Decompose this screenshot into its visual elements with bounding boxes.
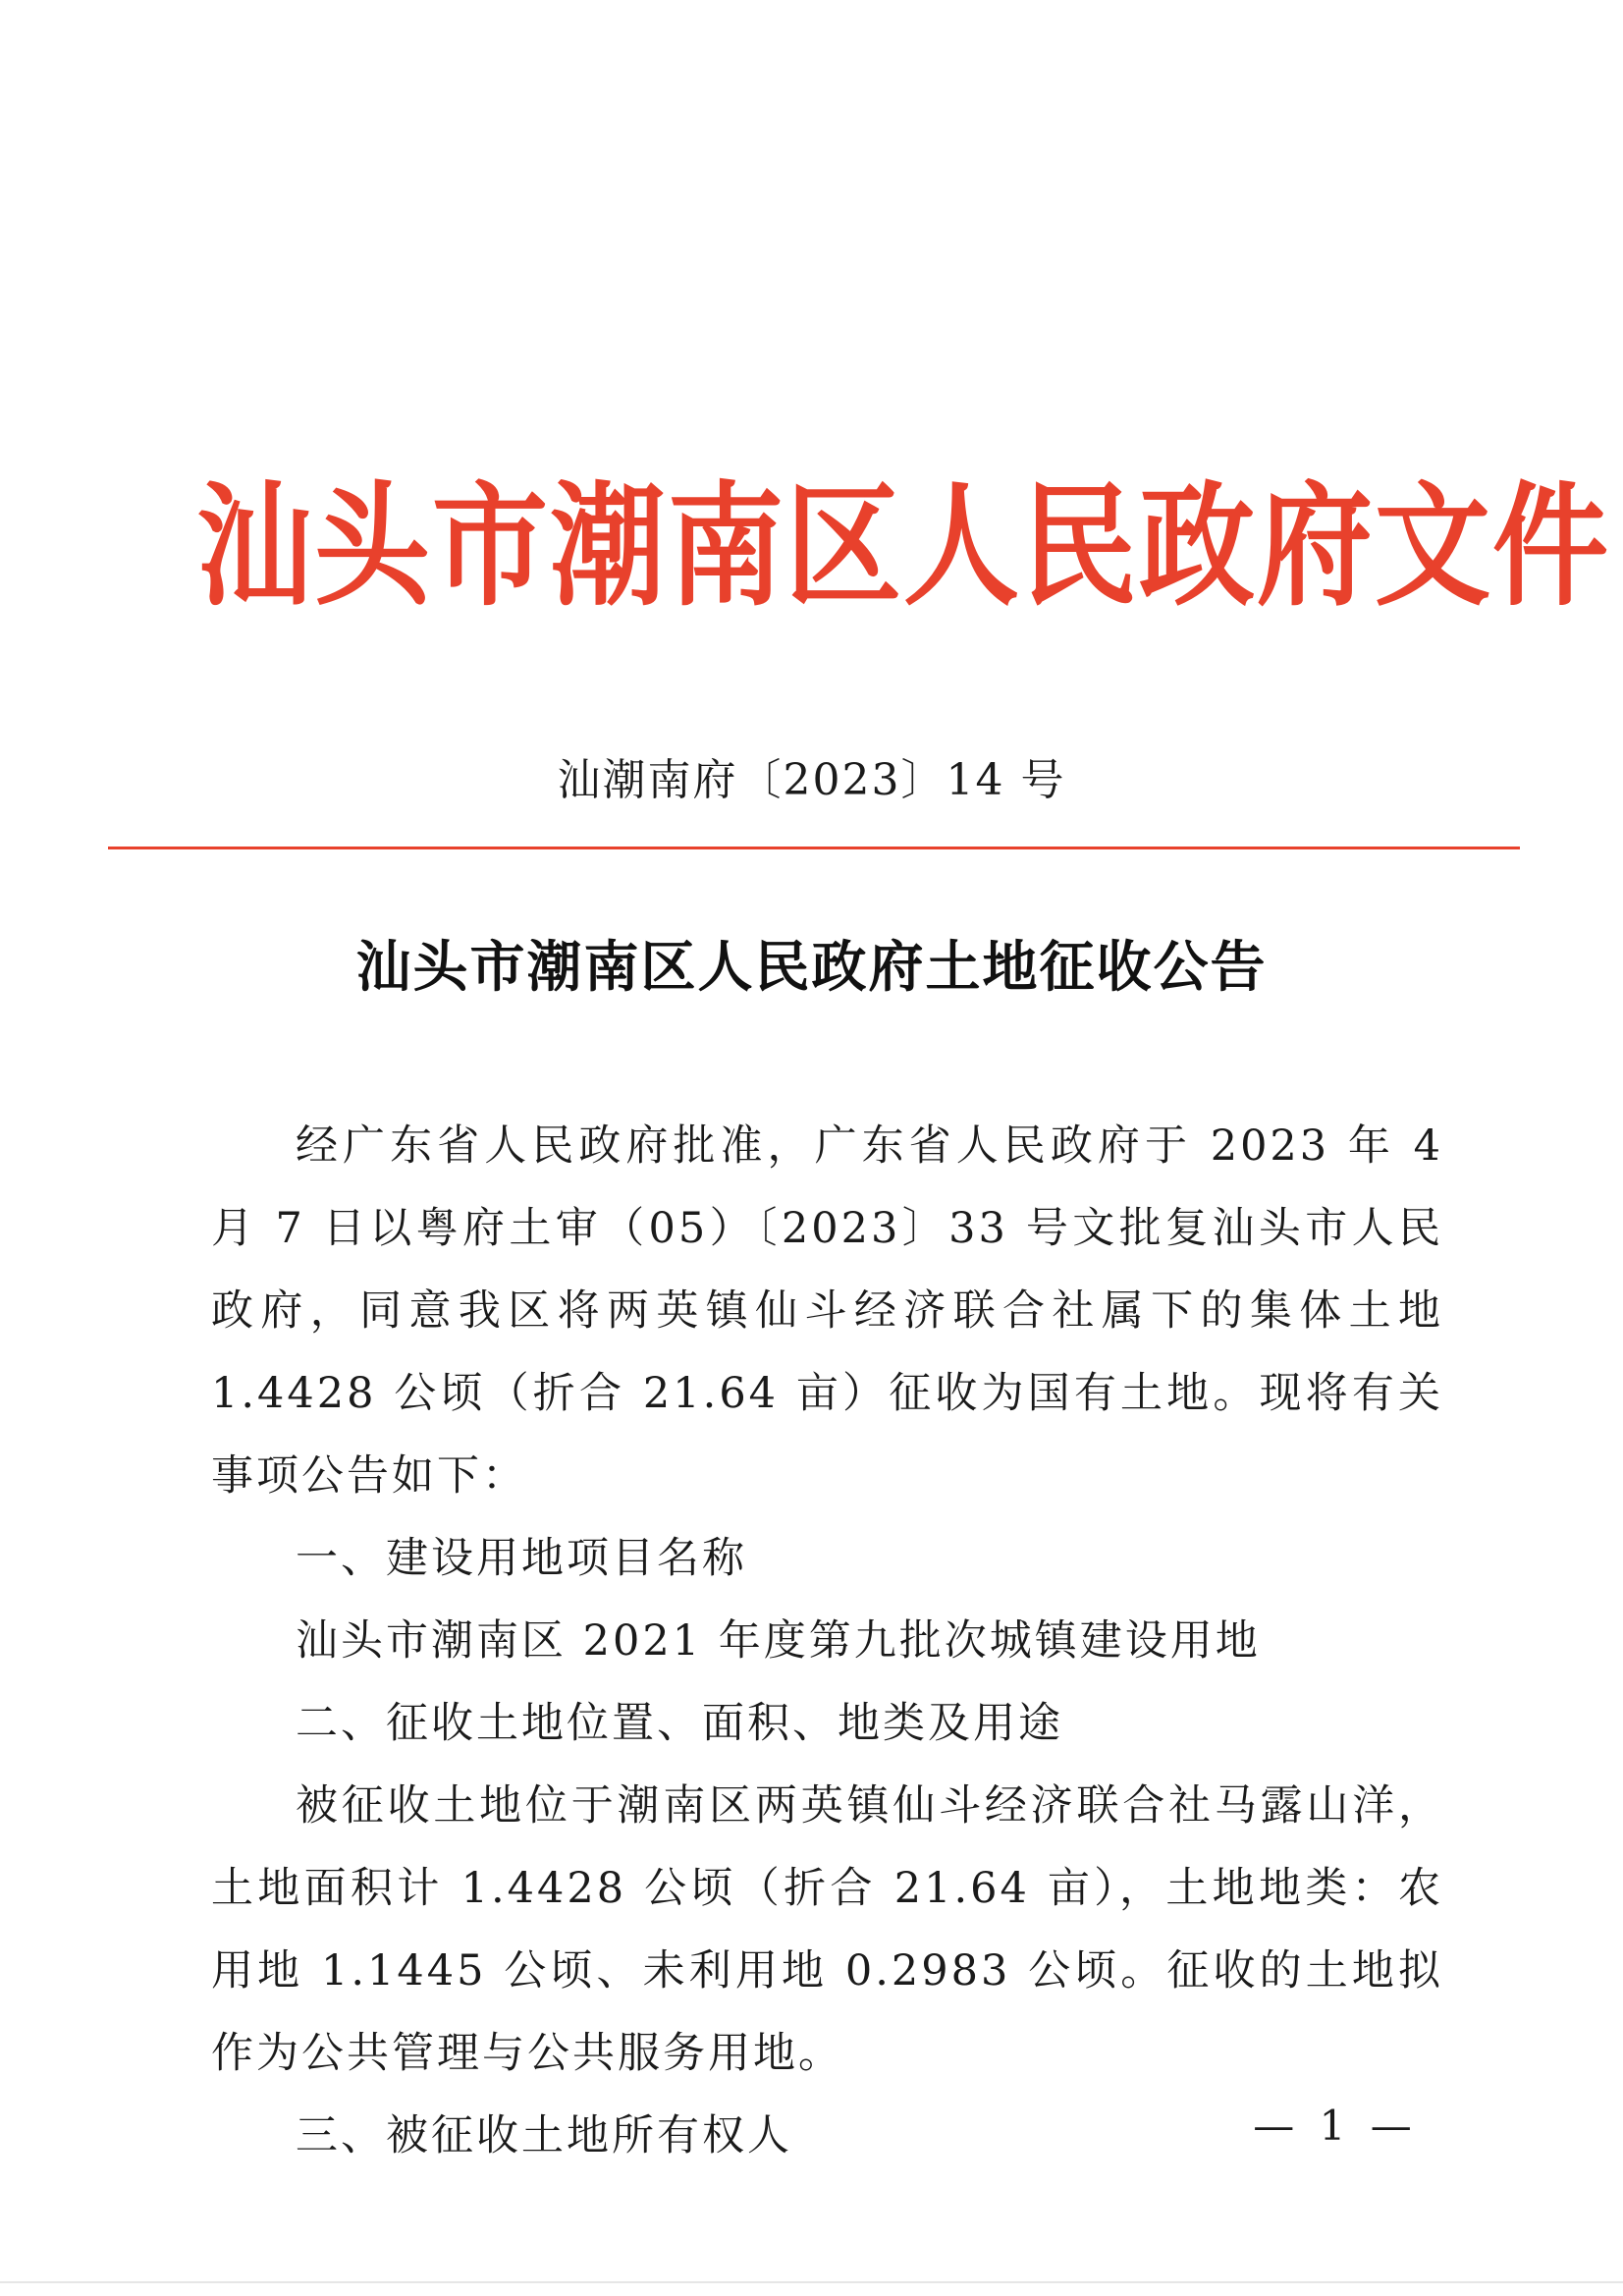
scan-edge-line xyxy=(0,2281,1623,2283)
masthead-title: 汕头市潮南区人民政府文件 xyxy=(196,466,1611,625)
section-heading-2: 二、征收土地位置、面积、地类及用途 xyxy=(296,1699,1063,1748)
land-details-paragraph: 被征收土地位于潮南区两英镇仙斗经济联合社马露山洋，土地面积计 1.4428 公顷（折合 21.64 亩），土地地类：农用地 1.1445 公顷、未利用地 0.2983 公顷。征收的土地拟作为公共管理与公共服务用地。 xyxy=(211,1781,1443,2078)
intro-paragraph: 经广东省人民政府批准，广东省人民政府于 2023 年 4 月 7 日以粤府土审（05）〔2023〕33 号文批复汕头市人民政府，同意我区将两英镇仙斗经济联合社属下的集体土地 1.4428 公顷（折合 21.64 亩）征收为国有土地。现将有关事项公告如下： xyxy=(211,1121,1443,1501)
notice-title: 汕头市潮南区人民政府土地征收公告 xyxy=(355,935,1268,1000)
section-heading-3: 三、被征收土地所有权人 xyxy=(296,2111,792,2160)
page-number: — 1 — xyxy=(1253,2102,1418,2150)
project-name-paragraph: 汕头市潮南区 2021 年度第九批次城镇建设用地 xyxy=(296,1616,1261,1666)
notice-body xyxy=(211,1105,1443,2177)
section-heading-1: 一、建设用地项目名称 xyxy=(296,1534,747,1583)
red-divider xyxy=(108,847,1520,849)
document-number: 汕潮南府〔2023〕14 号 xyxy=(557,755,1066,805)
